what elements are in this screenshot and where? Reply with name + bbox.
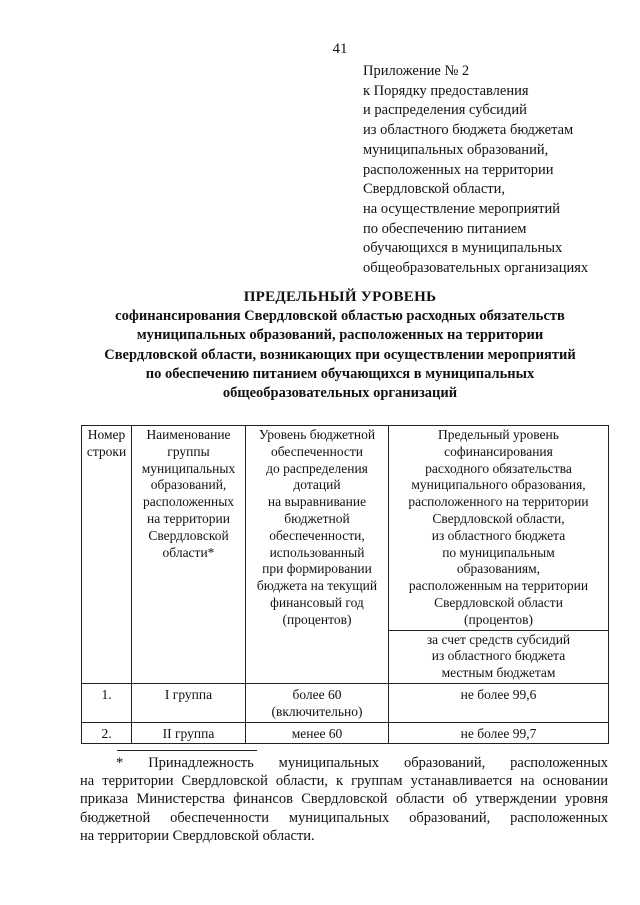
cell-row-number: 1. [82, 683, 132, 722]
appendix-line: расположенных на территории [363, 161, 554, 178]
table-row [82, 722, 609, 744]
heading-title: ПРЕДЕЛЬНЫЙ УРОВЕНЬ [243, 289, 437, 305]
footnote-line: бюджетной обеспеченности муниципальных образований, расположенных [80, 809, 608, 826]
heading-line: общеобразовательных организаций [222, 385, 458, 402]
heading-line: муниципальных образований, расположенных на территории [136, 327, 544, 344]
appendix-line: и распределения субсидий [363, 102, 527, 119]
header-limit-subsidy: за счет средств субсидий из областного бюджета местным бюджетам [389, 630, 609, 683]
table-row [82, 683, 609, 722]
header-row-number: Номер строки [82, 426, 132, 684]
appendix-line: к Порядку предоставления [363, 82, 529, 99]
appendix-line: Свердловской области, [363, 181, 506, 198]
cell-budget-level: более 60 (включительно) [246, 683, 389, 722]
appendix-line: на осуществление мероприятий [363, 200, 560, 217]
appendix-line: общеобразовательных организациях [363, 260, 589, 277]
cell-limit-level: не более 99,7 [389, 722, 609, 744]
appendix-line: муниципальных образований, [363, 141, 549, 158]
header-group-name: Наименование группы муниципальных образований, расположенных на территории Свердловской области* [132, 426, 246, 684]
appendix-line: по обеспечению питанием [363, 220, 527, 237]
heading-line: софинансирования Свердловской областью расходных обязательств [115, 308, 565, 324]
heading-line: Свердловской области, возникающих при осуществлении мероприятий [104, 346, 576, 363]
heading-line: по обеспечению питанием обучающихся в муниципальных [145, 365, 535, 382]
footnote-separator [117, 750, 257, 751]
header-limit-level: Предельный уровень софинансирования расходного обязательства муниципального образования, расположенного на территории Свердловской области, из областного бюджета по муниципальным образованиям, расположенным на территории Свердловской области (процентов) [389, 426, 609, 631]
cell-budget-level: менее 60 [246, 722, 389, 744]
appendix-block [363, 62, 633, 279]
cell-limit-level: не более 99,6 [389, 683, 609, 722]
footnote-line: приказа Министерства финансов Свердловской области об утверждении уровня [80, 791, 608, 808]
document-heading [60, 287, 620, 403]
appendix-line: обучающихся в муниципальных [363, 240, 563, 257]
header-budget-level: Уровень бюджетной обеспеченности до распределения дотаций на выравнивание бюджетной обеспеченности, использованный при формировании бюджета на текущий финансовый год (процентов) [246, 426, 389, 684]
cofinancing-limits-table [81, 425, 609, 744]
appendix-line: из областного бюджета бюджетам [363, 122, 574, 139]
appendix-line: Приложение № 2 [363, 63, 470, 79]
cell-group-name: I группа [132, 683, 246, 722]
footnote [80, 754, 608, 845]
footnote-line: на территории Свердловской области. [80, 827, 315, 844]
table-header-row [82, 426, 609, 631]
page-number: 41 [332, 41, 348, 57]
cell-group-name: II группа [132, 722, 246, 744]
footnote-line: на территории Свердловской области, к группам устанавливается на основании [80, 773, 608, 790]
cell-row-number: 2. [82, 722, 132, 744]
footnote-line: * Принадлежность муниципальных образований, расположенных [116, 755, 608, 771]
